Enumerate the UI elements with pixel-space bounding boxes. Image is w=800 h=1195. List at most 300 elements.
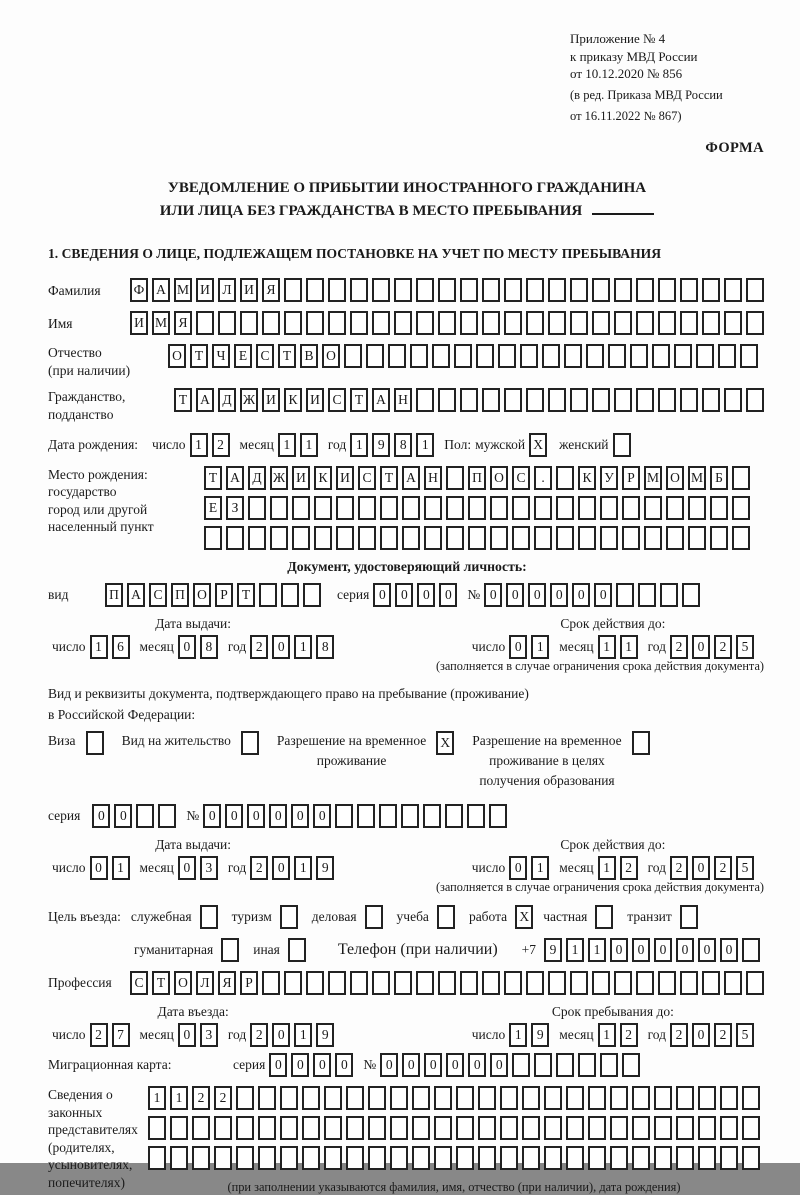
char-cell[interactable] [394,971,412,995]
char-cell[interactable] [644,526,662,550]
char-cell[interactable] [394,311,412,335]
char-cell[interactable] [358,496,376,520]
char-cell[interactable] [718,344,736,368]
char-cell[interactable]: 0 [313,1053,331,1077]
char-cell[interactable] [456,1086,474,1110]
char-cell[interactable]: Д [218,388,236,412]
char-cell[interactable] [504,971,522,995]
char-cell[interactable] [270,496,288,520]
char-cell[interactable]: 8 [200,635,218,659]
business-checkbox[interactable] [365,905,383,929]
char-cell[interactable]: 0 [594,583,612,607]
char-cell[interactable] [372,311,390,335]
char-cell[interactable] [446,526,464,550]
char-cell[interactable] [366,344,384,368]
char-cell[interactable]: У [600,466,618,490]
char-cell[interactable] [742,1146,760,1170]
char-cell[interactable] [280,1086,298,1110]
char-cell[interactable]: 2 [714,1023,732,1047]
char-cell[interactable]: 3 [200,856,218,880]
char-cell[interactable] [500,1116,518,1140]
char-cell[interactable]: 0 [269,804,287,828]
char-cell[interactable] [482,971,500,995]
char-cell[interactable] [456,1146,474,1170]
char-cell[interactable] [410,344,428,368]
char-cell[interactable] [652,344,670,368]
char-cell[interactable] [504,311,522,335]
char-cell[interactable]: 9 [372,433,390,457]
char-cell[interactable]: 1 [350,433,368,457]
char-cell[interactable] [636,971,654,995]
char-cell[interactable] [394,278,412,302]
char-cell[interactable]: Я [262,278,280,302]
char-cell[interactable] [632,1146,650,1170]
char-cell[interactable]: 9 [544,938,562,962]
char-cell[interactable] [534,1053,552,1077]
char-cell[interactable]: 0 [247,804,265,828]
char-cell[interactable]: А [152,278,170,302]
char-cell[interactable] [490,526,508,550]
char-cell[interactable] [588,1146,606,1170]
char-cell[interactable]: 0 [632,938,650,962]
char-cell[interactable]: Ж [240,388,258,412]
char-cell[interactable]: 0 [528,583,546,607]
char-cell[interactable]: 0 [698,938,716,962]
char-cell[interactable]: Н [394,388,412,412]
char-cell[interactable]: И [336,466,354,490]
char-cell[interactable] [676,1086,694,1110]
char-cell[interactable] [610,1086,628,1110]
char-cell[interactable] [600,1053,618,1077]
char-cell[interactable] [638,583,656,607]
char-cell[interactable]: 0 [380,1053,398,1077]
char-cell[interactable] [588,1086,606,1110]
char-cell[interactable]: Л [218,278,236,302]
char-cell[interactable] [654,1146,672,1170]
char-cell[interactable] [544,1146,562,1170]
char-cell[interactable]: 2 [620,856,638,880]
char-cell[interactable] [526,311,544,335]
char-cell[interactable] [468,496,486,520]
char-cell[interactable]: 6 [112,635,130,659]
char-cell[interactable]: Т [380,466,398,490]
char-cell[interactable]: С [328,388,346,412]
char-cell[interactable] [688,496,706,520]
char-cell[interactable]: 0 [439,583,457,607]
char-cell[interactable] [632,1086,650,1110]
char-cell[interactable]: 2 [250,856,268,880]
char-cell[interactable] [732,496,750,520]
char-cell[interactable] [622,496,640,520]
char-cell[interactable]: С [130,971,148,995]
char-cell[interactable] [306,971,324,995]
char-cell[interactable] [724,388,742,412]
char-cell[interactable] [482,388,500,412]
char-cell[interactable]: 1 [566,938,584,962]
char-cell[interactable] [600,496,618,520]
char-cell[interactable] [592,971,610,995]
char-cell[interactable] [434,1116,452,1140]
char-cell[interactable] [460,278,478,302]
char-cell[interactable] [390,1116,408,1140]
char-cell[interactable] [698,1116,716,1140]
char-cell[interactable] [534,526,552,550]
char-cell[interactable] [358,526,376,550]
char-cell[interactable] [644,496,662,520]
char-cell[interactable] [592,388,610,412]
char-cell[interactable] [412,1116,430,1140]
char-cell[interactable] [423,804,441,828]
char-cell[interactable]: 0 [654,938,672,962]
char-cell[interactable]: 8 [316,635,334,659]
char-cell[interactable]: 9 [316,856,334,880]
char-cell[interactable]: 7 [112,1023,130,1047]
char-cell[interactable]: 0 [114,804,132,828]
char-cell[interactable] [236,1146,254,1170]
char-cell[interactable] [336,526,354,550]
char-cell[interactable]: И [292,466,310,490]
char-cell[interactable] [600,526,618,550]
char-cell[interactable]: 5 [736,1023,754,1047]
char-cell[interactable]: К [314,466,332,490]
char-cell[interactable]: М [152,311,170,335]
char-cell[interactable]: А [226,466,244,490]
char-cell[interactable]: 1 [598,1023,616,1047]
char-cell[interactable] [438,971,456,995]
char-cell[interactable]: Е [204,496,222,520]
char-cell[interactable] [702,278,720,302]
char-cell[interactable] [512,1053,530,1077]
char-cell[interactable]: 0 [395,583,413,607]
char-cell[interactable]: Р [215,583,233,607]
char-cell[interactable]: А [127,583,145,607]
char-cell[interactable]: 0 [269,1053,287,1077]
char-cell[interactable] [303,583,321,607]
char-cell[interactable] [460,971,478,995]
char-cell[interactable] [570,278,588,302]
char-cell[interactable] [710,496,728,520]
char-cell[interactable]: Т [237,583,255,607]
char-cell[interactable] [680,311,698,335]
char-cell[interactable] [438,278,456,302]
char-cell[interactable] [357,804,375,828]
char-cell[interactable]: 0 [692,1023,710,1047]
char-cell[interactable]: 1 [620,635,638,659]
char-cell[interactable]: 0 [203,804,221,828]
char-cell[interactable] [614,388,632,412]
char-cell[interactable] [556,526,574,550]
char-cell[interactable]: Т [152,971,170,995]
char-cell[interactable] [196,311,214,335]
char-cell[interactable] [170,1116,188,1140]
humanitarian-checkbox[interactable] [221,938,239,962]
char-cell[interactable]: 0 [313,804,331,828]
char-cell[interactable] [478,1086,496,1110]
char-cell[interactable] [592,311,610,335]
tourism-checkbox[interactable] [280,905,298,929]
char-cell[interactable] [526,278,544,302]
char-cell[interactable]: 0 [509,856,527,880]
char-cell[interactable]: К [284,388,302,412]
char-cell[interactable] [542,344,560,368]
char-cell[interactable]: 5 [736,856,754,880]
char-cell[interactable] [336,496,354,520]
char-cell[interactable] [698,1146,716,1170]
char-cell[interactable]: П [105,583,123,607]
char-cell[interactable]: 9 [531,1023,549,1047]
char-cell[interactable]: 1 [170,1086,188,1110]
char-cell[interactable]: Е [234,344,252,368]
residence-permit-checkbox[interactable] [241,731,259,755]
char-cell[interactable] [746,388,764,412]
char-cell[interactable]: 0 [490,1053,508,1077]
char-cell[interactable]: 1 [588,938,606,962]
char-cell[interactable]: 2 [250,635,268,659]
char-cell[interactable] [248,526,266,550]
char-cell[interactable] [350,278,368,302]
char-cell[interactable]: 2 [212,433,230,457]
char-cell[interactable]: М [688,466,706,490]
char-cell[interactable]: О [168,344,186,368]
char-cell[interactable]: М [174,278,192,302]
char-cell[interactable]: 0 [509,635,527,659]
char-cell[interactable] [454,344,472,368]
char-cell[interactable] [702,311,720,335]
char-cell[interactable] [676,1116,694,1140]
char-cell[interactable]: И [306,388,324,412]
char-cell[interactable]: 0 [676,938,694,962]
char-cell[interactable] [259,583,277,607]
char-cell[interactable]: 1 [112,856,130,880]
char-cell[interactable]: 2 [670,635,688,659]
char-cell[interactable]: З [226,496,244,520]
char-cell[interactable] [616,583,634,607]
char-cell[interactable]: Т [190,344,208,368]
char-cell[interactable] [658,311,676,335]
char-cell[interactable] [456,1116,474,1140]
char-cell[interactable]: 5 [736,635,754,659]
char-cell[interactable] [610,1116,628,1140]
char-cell[interactable]: 0 [335,1053,353,1077]
char-cell[interactable]: 0 [178,856,196,880]
char-cell[interactable] [522,1086,540,1110]
char-cell[interactable]: 0 [90,856,108,880]
char-cell[interactable] [520,344,538,368]
char-cell[interactable] [548,971,566,995]
char-cell[interactable] [468,526,486,550]
char-cell[interactable] [346,1146,364,1170]
char-cell[interactable] [666,496,684,520]
char-cell[interactable] [236,1116,254,1140]
char-cell[interactable] [346,1116,364,1140]
char-cell[interactable] [544,1086,562,1110]
char-cell[interactable]: С [512,466,530,490]
char-cell[interactable]: 9 [316,1023,334,1047]
char-cell[interactable] [548,278,566,302]
char-cell[interactable] [740,344,758,368]
char-cell[interactable] [218,311,236,335]
char-cell[interactable] [682,583,700,607]
char-cell[interactable] [586,344,604,368]
char-cell[interactable] [630,344,648,368]
char-cell[interactable] [390,1146,408,1170]
study-checkbox[interactable] [437,905,455,929]
char-cell[interactable] [578,1053,596,1077]
char-cell[interactable]: О [174,971,192,995]
char-cell[interactable] [522,1146,540,1170]
char-cell[interactable]: Ф [130,278,148,302]
char-cell[interactable]: 1 [294,1023,312,1047]
char-cell[interactable]: 1 [416,433,434,457]
char-cell[interactable]: 3 [200,1023,218,1047]
char-cell[interactable] [158,804,176,828]
char-cell[interactable] [724,278,742,302]
char-cell[interactable] [460,388,478,412]
char-cell[interactable]: 2 [670,1023,688,1047]
char-cell[interactable] [258,1146,276,1170]
char-cell[interactable] [636,311,654,335]
char-cell[interactable]: 2 [670,856,688,880]
char-cell[interactable] [467,804,485,828]
char-cell[interactable] [292,496,310,520]
char-cell[interactable] [654,1086,672,1110]
char-cell[interactable] [548,311,566,335]
char-cell[interactable] [446,496,464,520]
char-cell[interactable] [302,1086,320,1110]
char-cell[interactable] [424,496,442,520]
char-cell[interactable] [636,388,654,412]
char-cell[interactable] [416,311,434,335]
char-cell[interactable] [526,388,544,412]
char-cell[interactable] [416,388,434,412]
char-cell[interactable] [416,971,434,995]
char-cell[interactable] [674,344,692,368]
char-cell[interactable]: Б [710,466,728,490]
char-cell[interactable] [350,311,368,335]
char-cell[interactable] [512,526,530,550]
char-cell[interactable]: 0 [692,856,710,880]
char-cell[interactable] [258,1086,276,1110]
char-cell[interactable]: О [666,466,684,490]
char-cell[interactable] [402,496,420,520]
char-cell[interactable]: 0 [572,583,590,607]
char-cell[interactable] [192,1146,210,1170]
char-cell[interactable]: Т [278,344,296,368]
char-cell[interactable]: 0 [92,804,110,828]
char-cell[interactable]: И [240,278,258,302]
char-cell[interactable] [478,1116,496,1140]
char-cell[interactable] [482,278,500,302]
char-cell[interactable]: 0 [272,1023,290,1047]
char-cell[interactable]: 1 [598,635,616,659]
char-cell[interactable]: 2 [192,1086,210,1110]
char-cell[interactable]: 0 [373,583,391,607]
char-cell[interactable]: 2 [714,635,732,659]
char-cell[interactable] [460,311,478,335]
char-cell[interactable] [214,1146,232,1170]
char-cell[interactable] [676,1146,694,1170]
official-checkbox[interactable] [200,905,218,929]
char-cell[interactable] [570,388,588,412]
char-cell[interactable]: 2 [90,1023,108,1047]
char-cell[interactable] [292,526,310,550]
char-cell[interactable]: И [196,278,214,302]
char-cell[interactable] [742,938,760,962]
private-checkbox[interactable] [595,905,613,929]
char-cell[interactable]: 1 [90,635,108,659]
char-cell[interactable] [388,344,406,368]
char-cell[interactable] [556,496,574,520]
char-cell[interactable]: . [534,466,552,490]
char-cell[interactable] [262,311,280,335]
char-cell[interactable] [306,278,324,302]
char-cell[interactable]: 0 [446,1053,464,1077]
char-cell[interactable] [226,526,244,550]
char-cell[interactable] [666,526,684,550]
char-cell[interactable]: 0 [225,804,243,828]
char-cell[interactable] [688,526,706,550]
char-cell[interactable]: М [644,466,662,490]
char-cell[interactable] [658,388,676,412]
char-cell[interactable] [732,526,750,550]
char-cell[interactable] [742,1116,760,1140]
char-cell[interactable]: 2 [250,1023,268,1047]
char-cell[interactable] [214,1116,232,1140]
char-cell[interactable] [346,1086,364,1110]
char-cell[interactable] [328,278,346,302]
char-cell[interactable] [566,1086,584,1110]
visa-checkbox[interactable] [86,731,104,755]
char-cell[interactable] [500,1146,518,1170]
char-cell[interactable] [344,344,362,368]
char-cell[interactable] [724,971,742,995]
char-cell[interactable] [478,1146,496,1170]
char-cell[interactable] [236,1086,254,1110]
char-cell[interactable] [306,311,324,335]
char-cell[interactable] [566,1146,584,1170]
char-cell[interactable] [148,1116,166,1140]
char-cell[interactable] [240,311,258,335]
char-cell[interactable]: Я [174,311,192,335]
char-cell[interactable] [622,526,640,550]
char-cell[interactable] [148,1146,166,1170]
char-cell[interactable] [434,1146,452,1170]
char-cell[interactable]: Ж [270,466,288,490]
char-cell[interactable] [170,1146,188,1170]
char-cell[interactable]: О [490,466,508,490]
char-cell[interactable]: 0 [424,1053,442,1077]
char-cell[interactable]: Р [240,971,258,995]
char-cell[interactable] [380,526,398,550]
char-cell[interactable] [284,311,302,335]
char-cell[interactable]: Я [218,971,236,995]
char-cell[interactable] [324,1116,342,1140]
char-cell[interactable] [566,1116,584,1140]
char-cell[interactable]: 0 [550,583,568,607]
char-cell[interactable] [314,496,332,520]
work-checkbox[interactable]: X [515,905,533,929]
char-cell[interactable] [556,1053,574,1077]
char-cell[interactable]: 1 [531,635,549,659]
char-cell[interactable] [526,971,544,995]
char-cell[interactable] [522,1116,540,1140]
char-cell[interactable] [390,1086,408,1110]
char-cell[interactable] [372,971,390,995]
char-cell[interactable]: С [358,466,376,490]
char-cell[interactable] [746,971,764,995]
char-cell[interactable] [614,971,632,995]
char-cell[interactable] [610,1146,628,1170]
